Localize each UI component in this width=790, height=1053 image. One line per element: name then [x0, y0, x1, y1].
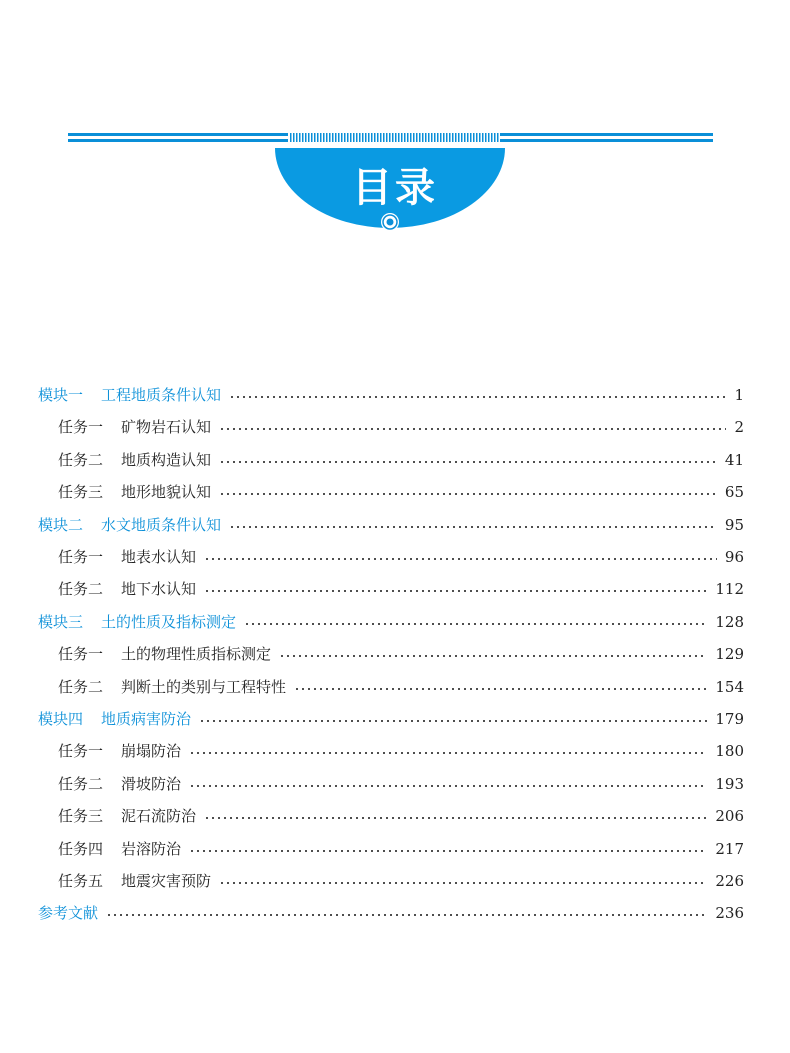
dot-leader [219, 461, 717, 463]
toc-entry-label [58, 448, 211, 472]
toc-task-row[interactable] [58, 675, 744, 699]
toc-entry-title: 岩溶防治 [121, 840, 182, 858]
toc-entry-code: 任务二 [58, 451, 104, 469]
toc-entry-label [58, 772, 181, 796]
toc-entry-code: 模块一 [38, 386, 84, 404]
page-number: 65 [724, 483, 744, 501]
dot-leader [229, 396, 726, 398]
toc-task-row[interactable] [58, 772, 744, 796]
toc-module-row[interactable] [38, 610, 744, 634]
dot-leader [219, 882, 707, 884]
toc-entry-label [38, 383, 221, 407]
toc-entry-code: 任务一 [58, 742, 104, 760]
toc-entry-code: 模块三 [38, 613, 84, 631]
toc-task-row[interactable] [58, 577, 744, 601]
toc-task-row[interactable] [58, 480, 744, 504]
toc-entry-code: 任务二 [58, 775, 104, 793]
page-number: 129 [715, 645, 744, 663]
dot-leader [189, 785, 707, 787]
toc-entry-title: 地形地貌认知 [121, 483, 212, 501]
toc-entry-label [58, 837, 181, 861]
toc-entry-label [58, 545, 196, 569]
toc-entry-code: 任务二 [58, 580, 104, 598]
toc-entry-title: 参考文献 [38, 904, 99, 922]
toc-entry-label [58, 480, 211, 504]
toc-entry-title: 地质病害防治 [101, 710, 192, 728]
dot-leader [244, 623, 707, 625]
toc-entry-title: 土的物理性质指标测定 [121, 645, 272, 663]
toc-entry-label [58, 739, 181, 763]
page-number: 180 [715, 742, 744, 760]
page-number: 2 [734, 418, 744, 436]
toc-task-row[interactable] [58, 804, 744, 828]
page-number: 236 [715, 904, 744, 922]
dot-leader [199, 720, 707, 722]
toc-module-row[interactable] [38, 707, 744, 731]
toc-entry-title: 土的性质及指标测定 [101, 613, 237, 631]
toc-task-row[interactable] [58, 837, 744, 861]
toc-entry-label [38, 610, 236, 634]
toc-entry-label [38, 707, 191, 731]
toc-entry-title: 工程地质条件认知 [101, 386, 222, 404]
toc-task-row[interactable] [58, 869, 744, 893]
toc-entry-code: 任务一 [58, 418, 104, 436]
toc-entry-code: 模块四 [38, 710, 84, 728]
dot-leader [294, 688, 707, 690]
toc-entry-title: 滑坡防治 [121, 775, 182, 793]
page-number: 193 [715, 775, 744, 793]
dot-leader [189, 850, 707, 852]
dot-leader [229, 526, 717, 528]
toc-entry-label [38, 901, 98, 925]
page-number: 179 [715, 710, 744, 728]
page-number: 226 [715, 872, 744, 890]
header-decoration [0, 0, 790, 260]
page-number: 95 [724, 516, 744, 534]
page-number: 206 [715, 807, 744, 825]
dot-leader [204, 590, 707, 592]
toc-entry-code: 任务三 [58, 483, 104, 501]
toc-task-row[interactable] [58, 545, 744, 569]
toc-entry-label [58, 675, 286, 699]
toc-entry-label [58, 577, 196, 601]
page-number: 96 [724, 548, 744, 566]
toc-entry-code: 任务三 [58, 807, 104, 825]
toc-entry-code: 任务一 [58, 548, 104, 566]
page-number: 128 [715, 613, 744, 631]
toc-entry-title: 地表水认知 [121, 548, 197, 566]
toc-entry-title: 地下水认知 [121, 580, 197, 598]
dot-leader [204, 558, 717, 560]
toc-entry-code: 模块二 [38, 516, 84, 534]
page-number: 217 [715, 840, 744, 858]
dot-leader [219, 428, 726, 430]
toc-module-row[interactable] [38, 383, 744, 407]
toc-entry-title: 判断土的类别与工程特性 [121, 678, 287, 696]
dot-leader [204, 817, 707, 819]
toc-entry-code: 任务二 [58, 678, 104, 696]
toc-module-row[interactable] [38, 513, 744, 537]
page-number: 112 [715, 580, 744, 598]
toc-entry-label [38, 513, 221, 537]
toc-entry-code: 任务四 [58, 840, 104, 858]
toc-entry-title: 泥石流防治 [121, 807, 197, 825]
toc-task-row[interactable] [58, 739, 744, 763]
toc-entry-title: 矿物岩石认知 [121, 418, 212, 436]
dot-leader [219, 493, 717, 495]
toc-entry-title: 崩塌防治 [121, 742, 182, 760]
toc-entry-label [58, 869, 211, 893]
toc-entry-code: 任务五 [58, 872, 104, 890]
dot-leader [106, 914, 707, 916]
page-title: 目录 [352, 165, 438, 211]
toc-entry-label [58, 415, 211, 439]
toc-task-row[interactable] [58, 415, 744, 439]
page-number: 154 [715, 678, 744, 696]
toc-entry-label [58, 804, 196, 828]
toc-task-row[interactable] [58, 448, 744, 472]
toc-entry-title: 地质构造认知 [121, 451, 212, 469]
toc-entry-label [58, 642, 271, 666]
toc-entry-title: 地震灾害预防 [121, 872, 212, 890]
dot-leader [189, 752, 707, 754]
page-number: 1 [734, 386, 744, 404]
toc-entry-code: 任务一 [58, 645, 104, 663]
dot-leader [279, 655, 707, 657]
page-number: 41 [724, 451, 744, 469]
toc-module-row[interactable] [38, 901, 744, 925]
toc-task-row[interactable] [58, 642, 744, 666]
toc-entry-title: 水文地质条件认知 [101, 516, 222, 534]
